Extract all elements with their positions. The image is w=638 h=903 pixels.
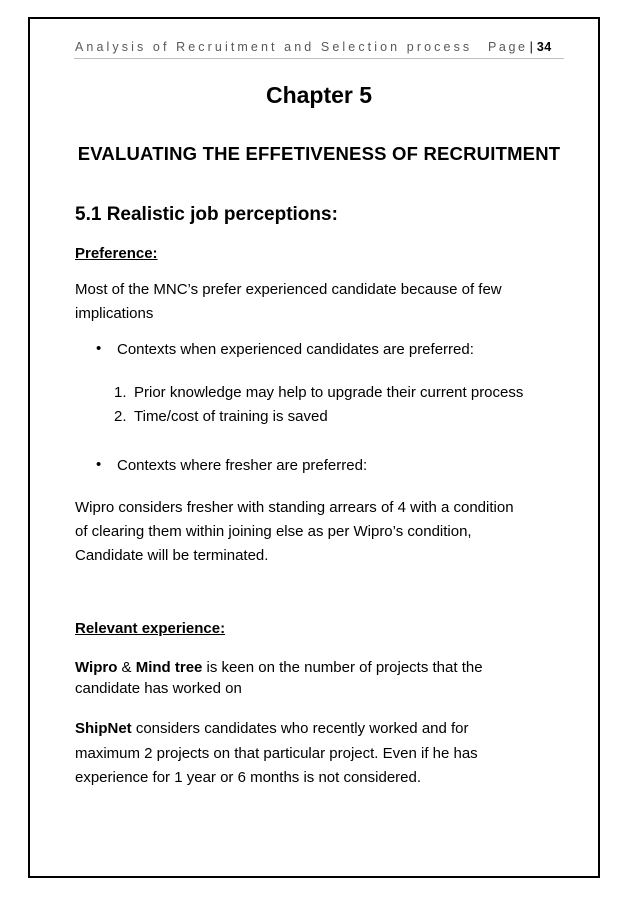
- page-number-block: [488, 40, 552, 54]
- preference-intro-line-1: Most of the MNC’s prefer experienced candidate because of few: [75, 281, 502, 298]
- section-title: 5.1 Realistic job perceptions:: [75, 204, 338, 225]
- preference-heading: Preference:: [75, 245, 158, 262]
- relevant-paragraph-1-line-2: candidate has worked on: [75, 680, 242, 697]
- running-header-title: Analysis of Recruitment and Selection process: [75, 40, 473, 54]
- ampersand: &: [117, 659, 136, 676]
- wipro-paragraph-line-3: Candidate will be terminated.: [75, 547, 269, 564]
- page-label: Page: [488, 40, 528, 54]
- relevant-paragraph-2-rest: considers candidates who recently worked and for: [131, 720, 469, 737]
- relevant-paragraph-1-line-1: [75, 659, 483, 676]
- main-heading: EVALUATING THE EFFETIVENESS OF RECRUITMENT: [77, 143, 561, 164]
- wipro-paragraph-line-1: Wipro considers fresher with standing arrears of 4 with a condition: [75, 499, 514, 516]
- numbered-item-2-text: Time/cost of training is saved: [134, 408, 328, 425]
- bullet-fresher: Contexts where fresher are preferred:: [117, 457, 368, 474]
- mindtree-bold: Mind tree: [135, 659, 203, 676]
- relevant-paragraph-2-line-2: maximum 2 projects on that particular project. Even if he has: [75, 745, 478, 762]
- bullet-icon: •: [96, 340, 102, 357]
- page-separator: |: [529, 40, 533, 54]
- shipnet-bold: ShipNet: [75, 720, 132, 737]
- page-number: 34: [536, 40, 552, 54]
- bullet-icon: •: [96, 456, 102, 473]
- numbered-item-1-number: 1.: [114, 384, 127, 401]
- relevant-paragraph-2-line-3: experience for 1 year or 6 months is not considered.: [75, 769, 422, 786]
- chapter-title: Chapter 5: [265, 82, 373, 108]
- numbered-item-1-text: Prior knowledge may help to upgrade their current process: [134, 384, 524, 401]
- relevant-paragraph-1-rest: is keen on the number of projects that the: [202, 659, 483, 676]
- numbered-item-2-number: 2.: [114, 408, 127, 425]
- wipro-paragraph-line-2: of clearing them within joining else as per Wipro’s condition,: [75, 523, 472, 540]
- wipro-bold: Wipro: [75, 659, 118, 676]
- preference-intro-line-2: implications: [75, 305, 154, 322]
- header-rule: [74, 58, 564, 59]
- bullet-experienced: Contexts when experienced candidates are preferred:: [117, 341, 474, 358]
- relevant-paragraph-2-line-1: [75, 720, 469, 737]
- relevant-experience-heading: Relevant experience:: [75, 620, 226, 637]
